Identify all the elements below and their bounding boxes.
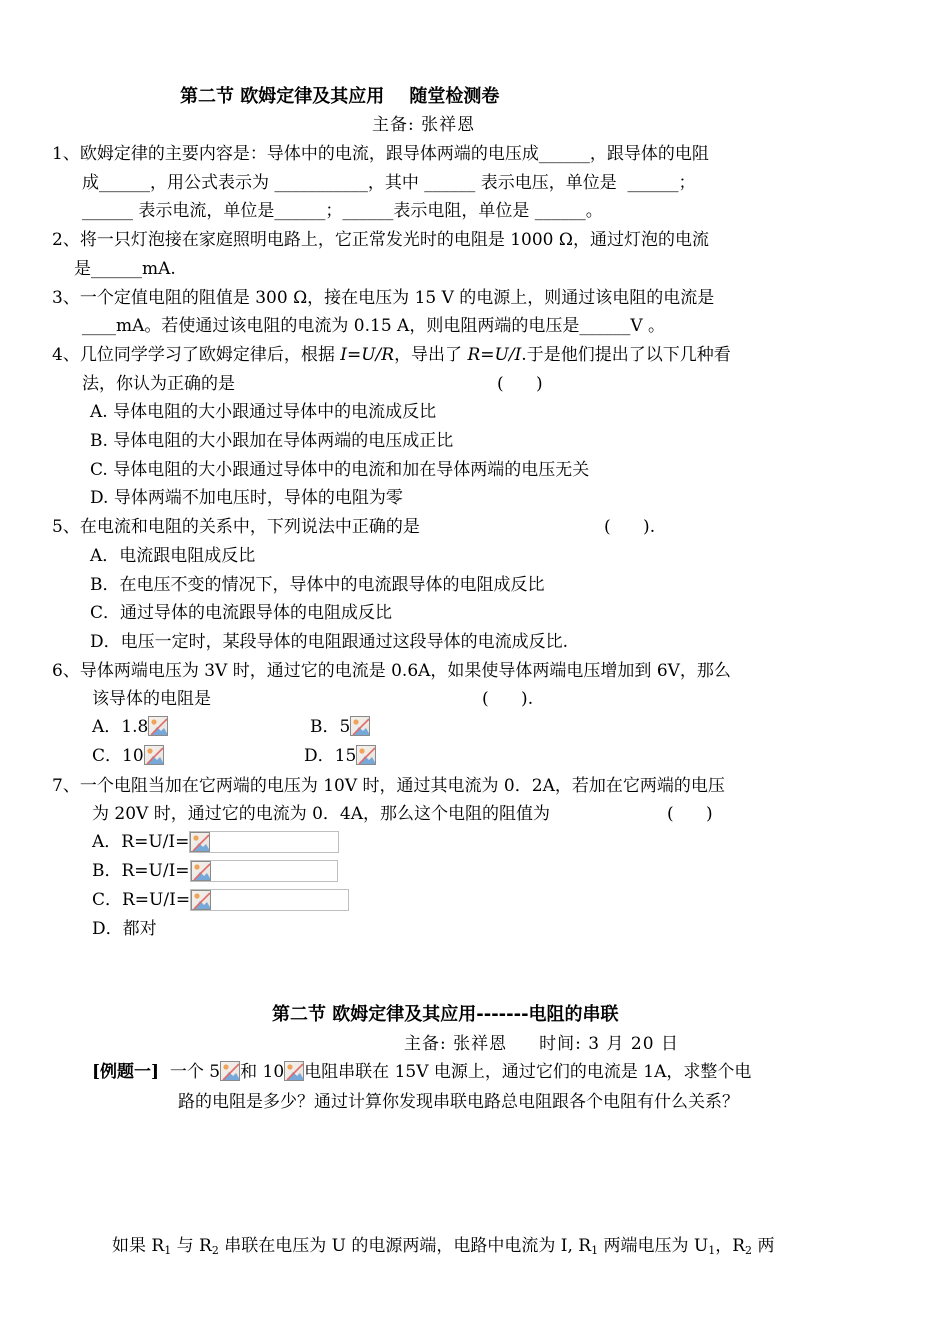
series-text-4: 两端电压为 U <box>598 1236 709 1256</box>
q4-line2: 法，你认为正确的是 <box>82 374 235 394</box>
series-text-5: ，R <box>715 1236 746 1256</box>
q4-line1-part3: ，导出了 <box>394 345 468 365</box>
q6-option-a-label: A．1.8 <box>92 717 149 737</box>
q4-option-d: D. 导体两端不加电压时，导体的电阻为零 <box>90 488 403 508</box>
q6-option-c-label: C．10 <box>92 746 144 766</box>
example-line2: 路的电阻是多少？通过计算你发现串联电路总电阻跟各个电阻有什么关系？ <box>178 1092 739 1112</box>
example-part2: 和 10 <box>240 1062 285 1082</box>
q1-line3: ______ 表示电流，单位是______；______表示电阻，单位是 ______。 <box>82 201 603 221</box>
broken-image-icon <box>284 1061 304 1081</box>
q6-option-b <box>310 716 370 738</box>
q4-line1-part1: 4、几位同学学习了欧姆定律后，根据 <box>52 345 341 365</box>
q5-option-d: D．电压一定时，某段导体的电阻跟通过这段导体的电流成反比. <box>90 632 569 652</box>
q7-option-c-image-box <box>190 889 349 911</box>
q6-option-b-label: B．5 <box>310 717 351 737</box>
q6-option-d <box>304 745 376 767</box>
q7-option-c <box>92 889 349 911</box>
broken-image-icon <box>190 832 210 852</box>
q6-option-a <box>92 716 168 738</box>
q7-answer-bracket: ( ) <box>667 804 713 824</box>
q6-option-c <box>92 745 164 767</box>
broken-image-icon <box>191 861 211 881</box>
example-part3: 电阻串联在 15V 电源上，通过它们的电流是 1A，求整个电 <box>304 1062 752 1082</box>
q4-option-c: C. 导体电阻的大小跟通过导体中的电流和加在导体两端的电压无关 <box>90 460 590 480</box>
q4-option-a: A. 导体电阻的大小跟通过导体中的电流成反比 <box>90 402 437 422</box>
section1-author: 主备: 张祥恩 <box>372 115 476 135</box>
q6-answer-bracket: ( ). <box>482 689 534 709</box>
q5-answer-bracket: ( ). <box>604 517 656 537</box>
q4-line1 <box>52 344 731 366</box>
q7-option-a <box>92 831 339 853</box>
example-line1 <box>92 1061 751 1083</box>
q2-line2: 是______mA. <box>74 259 176 279</box>
series-text-6: 两 <box>752 1236 775 1256</box>
q5-line1: 5、在电流和电阻的关系中，下列说法中正确的是 <box>52 517 420 537</box>
q7-option-a-image-box <box>189 831 339 853</box>
q7-option-b-image-box <box>190 860 338 882</box>
q4-answer-bracket: ( ) <box>497 374 543 394</box>
q1-line2: 成______，用公式表示为 ___________，其中 ______ 表示电压，单位是 ______； <box>82 173 696 193</box>
series-text-1: 如果 R <box>112 1236 165 1256</box>
broken-image-icon <box>350 716 370 736</box>
series-paragraph <box>112 1235 774 1257</box>
q7-option-b <box>92 860 338 882</box>
broken-image-icon <box>148 716 168 736</box>
q4-formula-2: R=U/I <box>467 345 522 365</box>
series-sub-5: 2 <box>745 1244 753 1257</box>
section1-title: 第二节 欧姆定律及其应用 随堂检测卷 <box>180 86 500 107</box>
series-sub-1: 1 <box>164 1244 172 1257</box>
q4-line1-part5: .于是他们提出了以下几种看 <box>521 345 731 365</box>
example-tag: [例题一] <box>92 1062 160 1082</box>
q6-line2: 该导体的电阻是 <box>92 689 211 709</box>
q7-line2: 为 20V 时，通过它的电流为 0．4A，那么这个电阻的阻值为 <box>92 804 551 824</box>
q5-option-c: C．通过导体的电流跟导体的电阻成反比 <box>90 603 393 623</box>
q5-option-b: B．在电压不变的情况下，导体中的电流跟导体的电阻成反比 <box>90 575 545 595</box>
q7-option-a-label: A．R=U/I= <box>92 832 190 852</box>
series-text-3: 串联在电压为 U 的电源两端，电路中电流为 I, R <box>218 1236 592 1256</box>
series-sub-3: 1 <box>591 1244 599 1257</box>
q1-line1: 1、欧姆定律的主要内容是：导体中的电流，跟导体两端的电压成______，跟导体的电阻 <box>52 144 709 164</box>
section2-author: 主备: 张祥恩 时间: 3 月 20 日 <box>404 1034 679 1054</box>
q7-line1: 7、一个电阻当加在它两端的电压为 10V 时，通过其电流为 0．2A，若加在它两端的电压 <box>52 776 725 796</box>
broken-image-icon <box>356 745 376 765</box>
q3-line1: 3、一个定值电阻的阻值是 300 Ω，接在电压为 15 V 的电源上，则通过该电阻的电流是 <box>52 288 715 308</box>
q7-option-c-label: C．R=U/I= <box>92 890 191 910</box>
q4-formula-1: I=U/R <box>340 345 395 365</box>
q6-option-d-label: D．15 <box>304 746 357 766</box>
broken-image-icon <box>191 890 211 910</box>
q7-option-d: D．都对 <box>92 919 157 939</box>
series-text-2: 与 R <box>171 1236 212 1256</box>
broken-image-icon <box>220 1061 240 1081</box>
q5-option-a: A．电流跟电阻成反比 <box>90 546 256 566</box>
q2-line1: 2、将一只灯泡接在家庭照明电路上，它正常发光时的电阻是 1000 Ω，通过灯泡的电流 <box>52 230 709 250</box>
q3-line2: ____mA。若使通过该电阻的电流为 0.15 A，则电阻两端的电压是______V 。 <box>82 316 666 336</box>
q4-option-b: B. 导体电阻的大小跟加在导体两端的电压成正比 <box>90 431 454 451</box>
broken-image-icon <box>144 745 164 765</box>
q6-line1: 6、导体两端电压为 3V 时，通过它的电流是 0.6A，如果使导体两端电压增加到 6V，那么 <box>52 661 731 681</box>
series-sub-2: 2 <box>211 1244 219 1257</box>
series-sub-4: 1 <box>708 1244 716 1257</box>
example-part1: 一个 5 <box>169 1062 221 1082</box>
section2-title: 第二节 欧姆定律及其应用-------电阻的串联 <box>272 1004 619 1025</box>
q7-option-b-label: B．R=U/I= <box>92 861 190 881</box>
